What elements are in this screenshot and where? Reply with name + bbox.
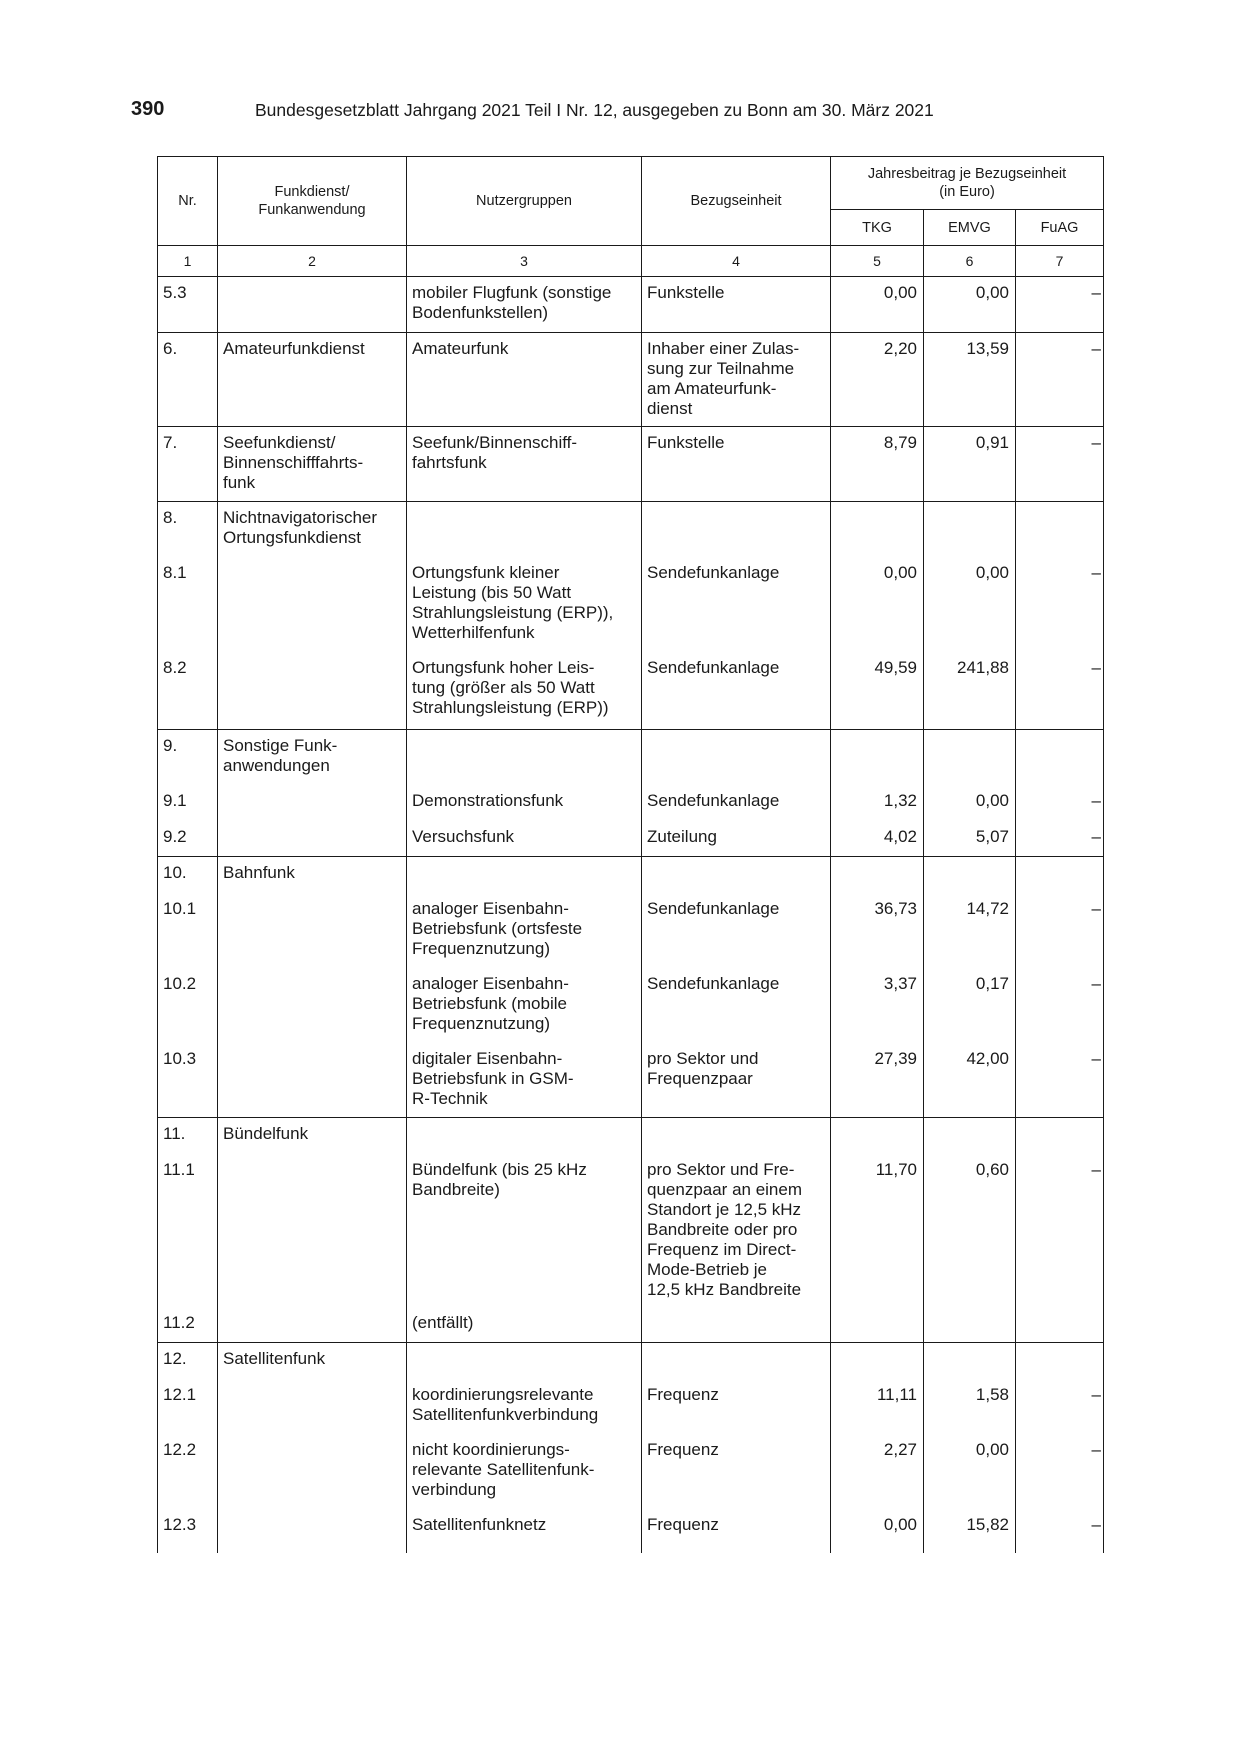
page-number: 390 (131, 98, 165, 120)
row-funkdienst (218, 785, 407, 821)
row-nr: 12.2 (158, 1434, 218, 1509)
row-nutzergruppe: (entfällt) (407, 1307, 642, 1343)
column-number: 4 (642, 246, 831, 277)
row-nr: 10.2 (158, 968, 218, 1043)
row-funkdienst: Seefunkdienst/ Binnenschifffahrts- funk (218, 427, 407, 502)
table-row (158, 968, 1104, 1043)
row-bezugseinheit: pro Sektor und Frequenzpaar (642, 1043, 831, 1118)
table-row (158, 730, 1104, 785)
row-emvg: 14,72 (924, 893, 1016, 968)
row-nutzergruppe: mobiler Flugfunk (sonstige Bodenfunkstellen) (407, 277, 642, 333)
row-nr: 7. (158, 427, 218, 502)
row-emvg: 5,07 (924, 821, 1016, 857)
row-funkdienst (218, 1509, 407, 1553)
header-fuag: FuAG (1016, 210, 1104, 246)
header-funkdienst: Funkdienst/ Funkanwendung (218, 157, 407, 246)
row-tkg: 1,32 (831, 785, 924, 821)
row-emvg (924, 857, 1016, 893)
table-row (158, 1118, 1104, 1154)
row-fuag (1016, 857, 1104, 893)
row-bezugseinheit (642, 1343, 831, 1379)
header-tkg: TKG (831, 210, 924, 246)
row-fuag: – (1016, 785, 1104, 821)
row-tkg: 0,00 (831, 277, 924, 333)
row-emvg: 15,82 (924, 1509, 1016, 1553)
row-nr: 8. (158, 502, 218, 557)
table-row (158, 1509, 1104, 1553)
row-bezugseinheit: Funkstelle (642, 427, 831, 502)
row-bezugseinheit: Frequenz (642, 1509, 831, 1553)
row-bezugseinheit: Funkstelle (642, 277, 831, 333)
row-funkdienst (218, 893, 407, 968)
row-fuag: – (1016, 1154, 1104, 1307)
row-fuag: – (1016, 893, 1104, 968)
row-nutzergruppe: Bündelfunk (bis 25 kHz Bandbreite) (407, 1154, 642, 1307)
row-emvg: 1,58 (924, 1379, 1016, 1434)
row-funkdienst: Nichtnavigatorischer Ortungsfunkdienst (218, 502, 407, 557)
row-bezugseinheit (642, 1118, 831, 1154)
row-tkg: 0,00 (831, 557, 924, 652)
row-nutzergruppe: nicht koordinierungs- relevante Satellitenfunk- verbindung (407, 1434, 642, 1509)
row-fuag (1016, 1307, 1104, 1343)
table-row (158, 1154, 1104, 1307)
row-tkg: 2,20 (831, 333, 924, 427)
row-funkdienst: Amateurfunkdienst (218, 333, 407, 427)
row-bezugseinheit (642, 502, 831, 557)
row-funkdienst (218, 821, 407, 857)
row-tkg (831, 1118, 924, 1154)
row-funkdienst (218, 1154, 407, 1307)
row-fuag: – (1016, 333, 1104, 427)
row-tkg: 8,79 (831, 427, 924, 502)
column-number: 7 (1016, 246, 1104, 277)
row-funkdienst (218, 1379, 407, 1434)
row-funkdienst (218, 1307, 407, 1343)
row-bezugseinheit: Sendefunkanlage (642, 652, 831, 730)
row-nr: 9. (158, 730, 218, 785)
row-bezugseinheit (642, 730, 831, 785)
row-bezugseinheit: Sendefunkanlage (642, 893, 831, 968)
row-tkg: 27,39 (831, 1043, 924, 1118)
row-fuag (1016, 502, 1104, 557)
row-tkg (831, 502, 924, 557)
row-fuag: – (1016, 1509, 1104, 1553)
row-tkg (831, 857, 924, 893)
column-number: 5 (831, 246, 924, 277)
row-bezugseinheit: Sendefunkanlage (642, 785, 831, 821)
row-bezugseinheit: Sendefunkanlage (642, 557, 831, 652)
row-nr: 11.2 (158, 1307, 218, 1343)
row-funkdienst: Sonstige Funk- anwendungen (218, 730, 407, 785)
table-body (158, 277, 1104, 1553)
row-nutzergruppe (407, 730, 642, 785)
row-fuag: – (1016, 968, 1104, 1043)
row-nutzergruppe (407, 857, 642, 893)
row-nutzergruppe: Ortungsfunk hoher Leis- tung (größer als 50 Watt Strahlungsleistung (ERP)) (407, 652, 642, 730)
row-funkdienst: Bündelfunk (218, 1118, 407, 1154)
row-nutzergruppe: Amateurfunk (407, 333, 642, 427)
table-row (158, 1343, 1104, 1379)
row-tkg: 11,11 (831, 1379, 924, 1434)
row-emvg: 0,60 (924, 1154, 1016, 1307)
row-emvg: 0,00 (924, 1434, 1016, 1509)
header-jahresbeitrag: Jahresbeitrag je Bezugseinheit (in Euro) (831, 157, 1104, 210)
row-nr: 12.1 (158, 1379, 218, 1434)
row-tkg: 11,70 (831, 1154, 924, 1307)
row-fuag: – (1016, 427, 1104, 502)
row-emvg (924, 502, 1016, 557)
row-nutzergruppe: Demonstrationsfunk (407, 785, 642, 821)
row-tkg (831, 730, 924, 785)
row-funkdienst (218, 277, 407, 333)
table-row (158, 557, 1104, 652)
table-row (158, 502, 1104, 557)
row-nutzergruppe: koordinierungsrelevante Satellitenfunkverbindung (407, 1379, 642, 1434)
table-row (158, 333, 1104, 427)
row-tkg: 3,37 (831, 968, 924, 1043)
row-bezugseinheit: Zuteilung (642, 821, 831, 857)
table-row (158, 857, 1104, 893)
row-funkdienst: Satellitenfunk (218, 1343, 407, 1379)
row-bezugseinheit (642, 857, 831, 893)
row-emvg: 0,00 (924, 785, 1016, 821)
table-row (158, 652, 1104, 730)
row-emvg: 0,00 (924, 557, 1016, 652)
row-tkg: 49,59 (831, 652, 924, 730)
row-tkg (831, 1307, 924, 1343)
row-fuag: – (1016, 652, 1104, 730)
row-bezugseinheit: Frequenz (642, 1379, 831, 1434)
row-fuag (1016, 1343, 1104, 1379)
row-fuag: – (1016, 1434, 1104, 1509)
table-row (158, 1434, 1104, 1509)
row-nr: 12.3 (158, 1509, 218, 1553)
row-tkg: 4,02 (831, 821, 924, 857)
row-nr: 9.2 (158, 821, 218, 857)
row-fuag: – (1016, 1043, 1104, 1118)
table-row (158, 1043, 1104, 1118)
column-number: 6 (924, 246, 1016, 277)
row-nutzergruppe (407, 502, 642, 557)
row-bezugseinheit: Sendefunkanlage (642, 968, 831, 1043)
row-nutzergruppe: Ortungsfunk kleiner Leistung (bis 50 Watt Strahlungsleistung (ERP)), Wetterhilfenfunk (407, 557, 642, 652)
row-nutzergruppe (407, 1343, 642, 1379)
header-nr: Nr. (158, 157, 218, 246)
header-nutzergruppen: Nutzergruppen (407, 157, 642, 246)
row-funkdienst (218, 968, 407, 1043)
row-nr: 9.1 (158, 785, 218, 821)
row-nr: 5.3 (158, 277, 218, 333)
row-emvg (924, 1307, 1016, 1343)
row-nutzergruppe: Seefunk/Binnenschiff- fahrtsfunk (407, 427, 642, 502)
row-fuag: – (1016, 1379, 1104, 1434)
row-emvg (924, 1343, 1016, 1379)
column-number: 3 (407, 246, 642, 277)
table-row (158, 893, 1104, 968)
row-emvg: 0,17 (924, 968, 1016, 1043)
row-fuag: – (1016, 277, 1104, 333)
row-funkdienst (218, 1434, 407, 1509)
row-nr: 6. (158, 333, 218, 427)
row-bezugseinheit: Inhaber einer Zulas- sung zur Teilnahme am Amateurfunk- dienst (642, 333, 831, 427)
row-emvg: 42,00 (924, 1043, 1016, 1118)
row-nutzergruppe: analoger Eisenbahn- Betriebsfunk (ortsfeste Frequenznutzung) (407, 893, 642, 968)
row-tkg (831, 1343, 924, 1379)
row-nutzergruppe (407, 1118, 642, 1154)
table-row (158, 821, 1104, 857)
row-nutzergruppe: analoger Eisenbahn- Betriebsfunk (mobile Frequenznutzung) (407, 968, 642, 1043)
row-nutzergruppe: Satellitenfunknetz (407, 1509, 642, 1553)
row-bezugseinheit: Frequenz (642, 1434, 831, 1509)
header-bezugseinheit: Bezugseinheit (642, 157, 831, 246)
header-emvg: EMVG (924, 210, 1016, 246)
row-fuag: – (1016, 557, 1104, 652)
row-nr: 10.1 (158, 893, 218, 968)
row-funkdienst: Bahnfunk (218, 857, 407, 893)
row-nr: 8.2 (158, 652, 218, 730)
table-row (158, 1379, 1104, 1434)
row-emvg (924, 730, 1016, 785)
table-row (158, 277, 1104, 333)
row-fuag (1016, 1118, 1104, 1154)
row-funkdienst (218, 557, 407, 652)
row-nutzergruppe: Versuchsfunk (407, 821, 642, 857)
running-head: Bundesgesetzblatt Jahrgang 2021 Teil I Nr. 12, ausgegeben zu Bonn am 30. März 2021 (255, 100, 934, 120)
row-nr: 10.3 (158, 1043, 218, 1118)
row-emvg: 0,00 (924, 277, 1016, 333)
row-nr: 12. (158, 1343, 218, 1379)
row-nr: 10. (158, 857, 218, 893)
table-row (158, 785, 1104, 821)
row-funkdienst (218, 652, 407, 730)
row-emvg (924, 1118, 1016, 1154)
row-nr: 8.1 (158, 557, 218, 652)
row-bezugseinheit (642, 1307, 831, 1343)
row-tkg: 2,27 (831, 1434, 924, 1509)
row-nr: 11.1 (158, 1154, 218, 1307)
row-bezugseinheit: pro Sektor und Fre- quenzpaar an einem Standort je 12,5 kHz Bandbreite oder pro Frequenz im Direct- Mode-Betrieb je 12,5 kHz Bandbreite (642, 1154, 831, 1307)
row-emvg: 0,91 (924, 427, 1016, 502)
row-tkg: 36,73 (831, 893, 924, 968)
fee-table (157, 156, 1104, 1553)
column-number: 2 (218, 246, 407, 277)
row-tkg: 0,00 (831, 1509, 924, 1553)
row-fuag (1016, 730, 1104, 785)
row-nr: 11. (158, 1118, 218, 1154)
row-emvg: 13,59 (924, 333, 1016, 427)
table-row (158, 427, 1104, 502)
row-fuag: – (1016, 821, 1104, 857)
row-emvg: 241,88 (924, 652, 1016, 730)
row-funkdienst (218, 1043, 407, 1118)
column-number: 1 (158, 246, 218, 277)
table-row (158, 1307, 1104, 1343)
row-nutzergruppe: digitaler Eisenbahn- Betriebsfunk in GSM- R-Technik (407, 1043, 642, 1118)
